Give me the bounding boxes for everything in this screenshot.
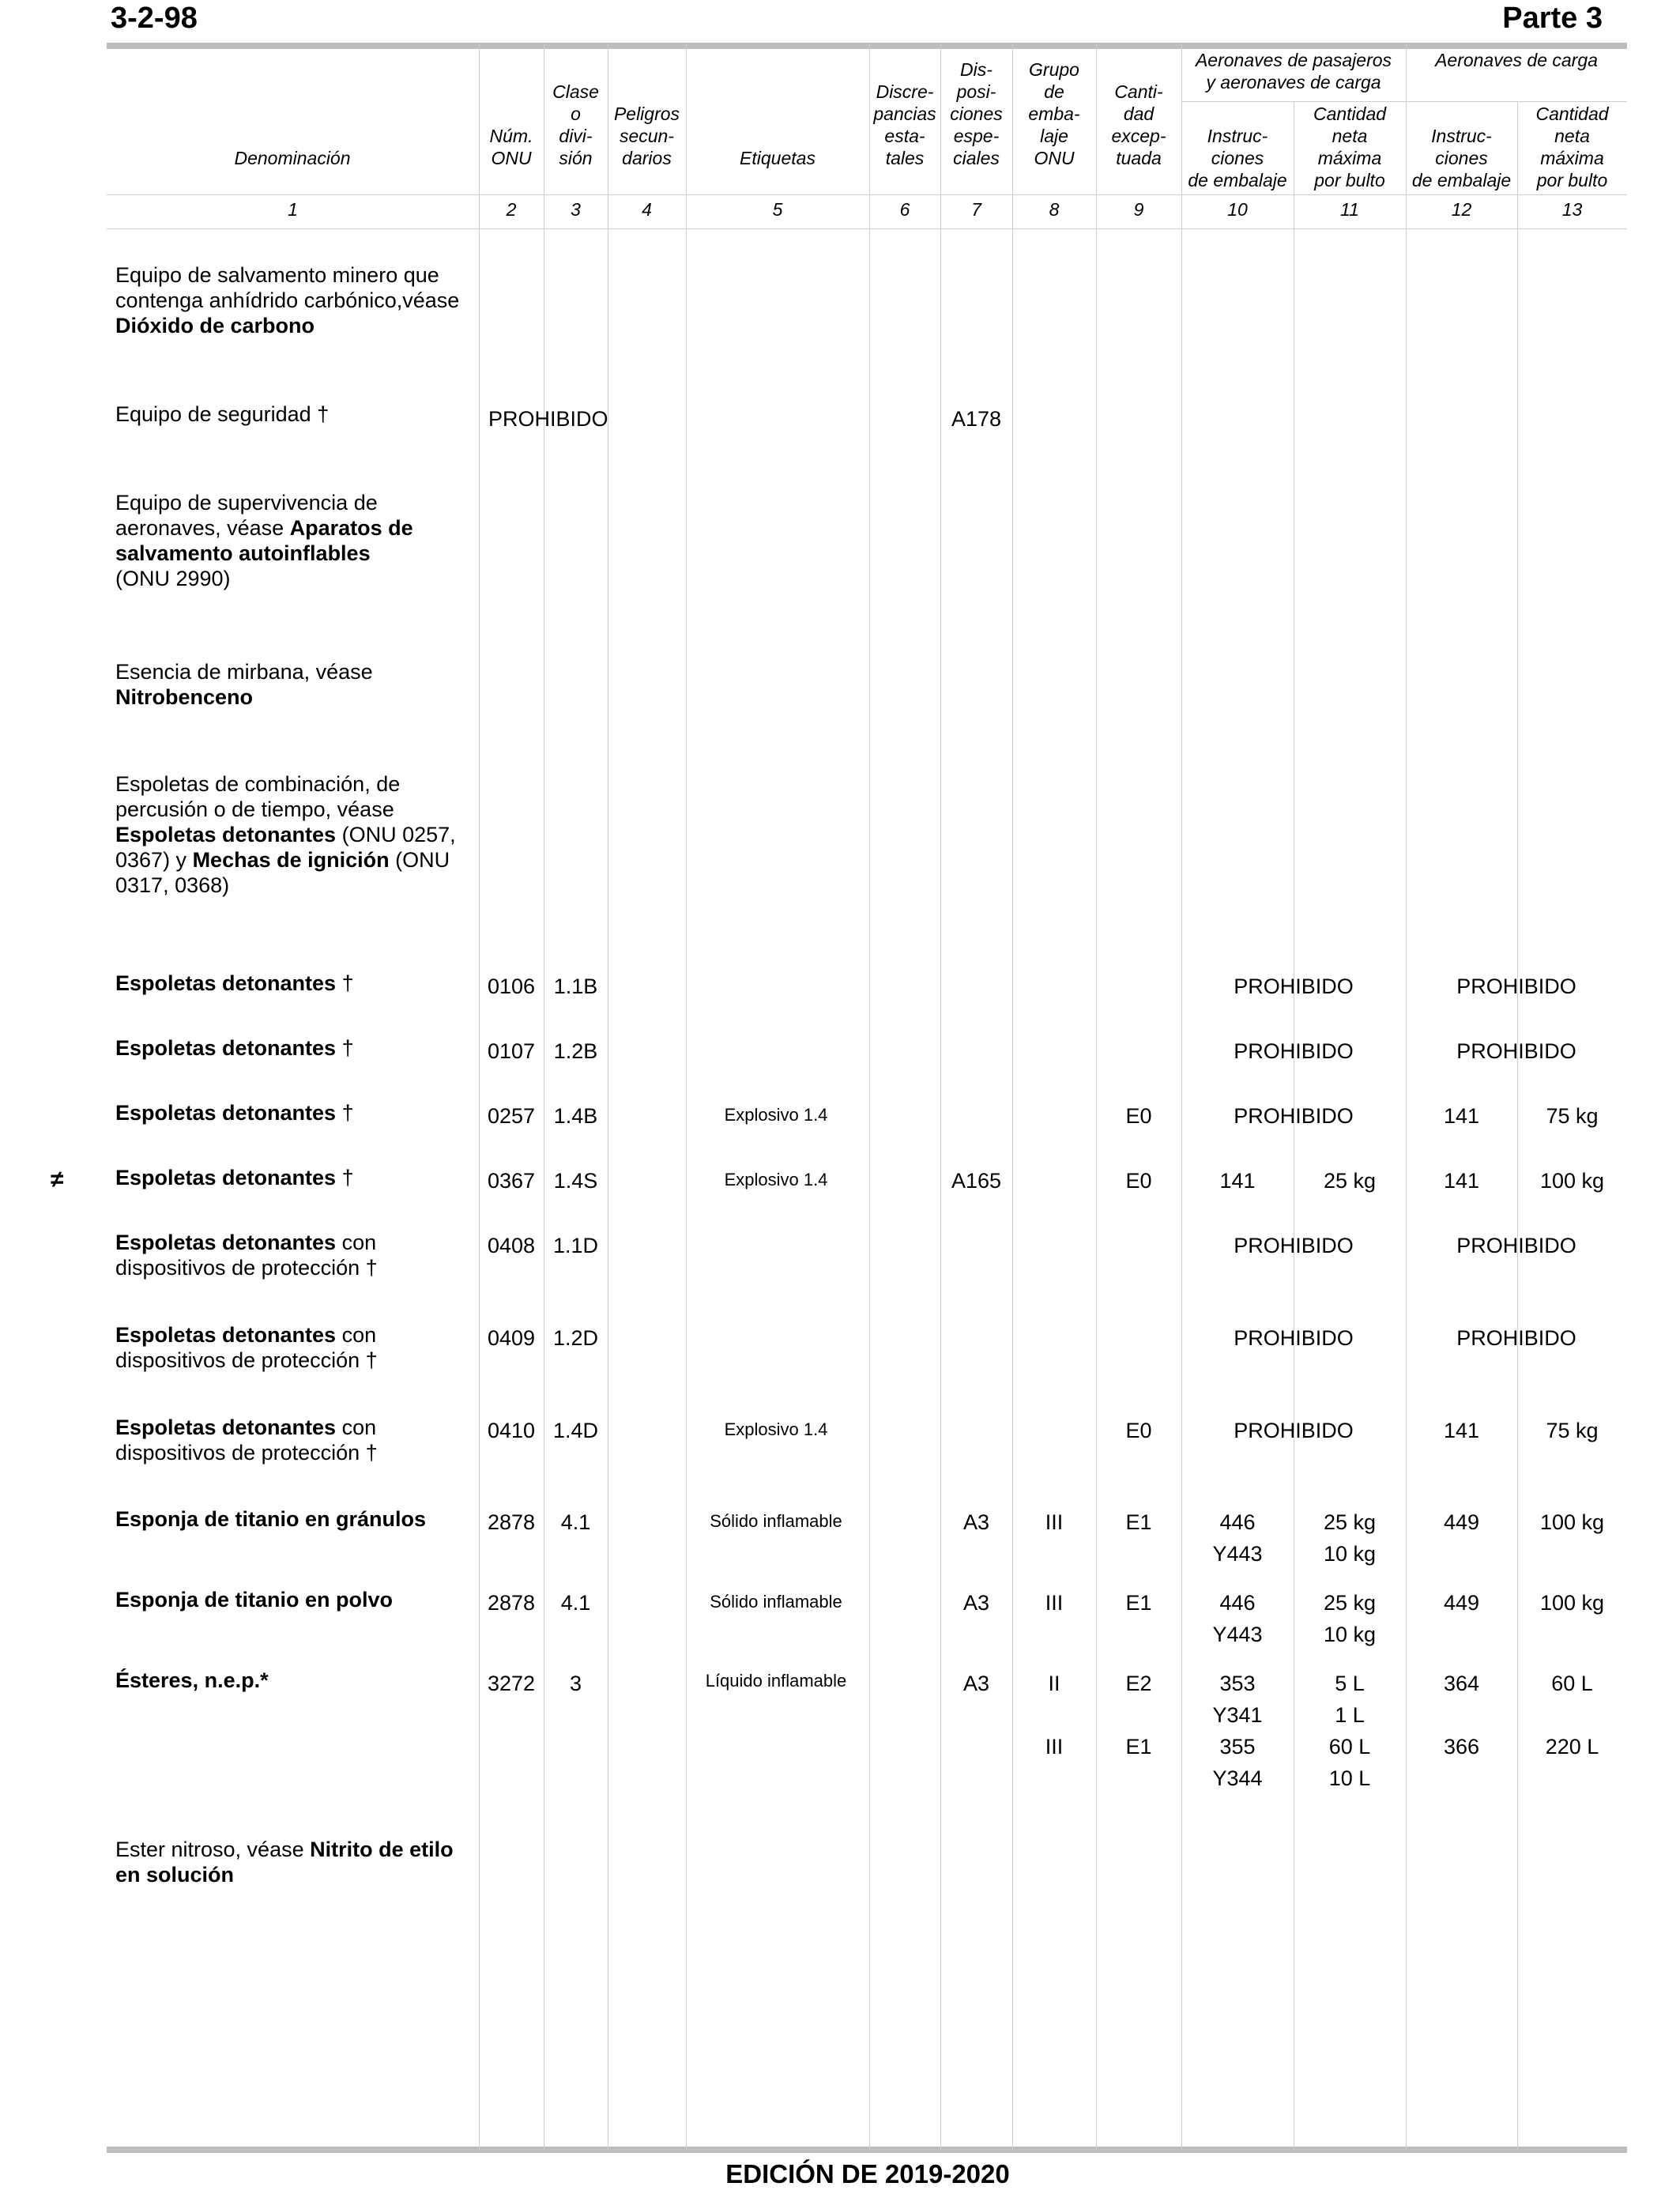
hdr-line: espe- [953, 126, 1000, 146]
pax-quantity-ltd: 10 kg [1323, 1542, 1377, 1566]
excepted-quantity: E1 [1125, 1510, 1152, 1534]
excepted-quantity: E0 [1125, 1169, 1152, 1193]
col-header-excepted [1096, 81, 1181, 169]
entry-line: percusión o de tiempo, véase [115, 797, 394, 821]
col-number: 8 [1049, 199, 1060, 220]
col-header-pax-qty [1294, 103, 1406, 191]
entry-name: Equipo de seguridad † [115, 402, 330, 426]
class-division: 1.2B [553, 1039, 598, 1063]
class-division: 1.4S [553, 1169, 598, 1193]
col-line [1181, 44, 1182, 2150]
class-division: 1.1B [553, 974, 598, 998]
cargo-quantity: 75 kg [1546, 1419, 1599, 1442]
cargo-prohibited: PROHIBIDO [1456, 1234, 1576, 1257]
hdr-line: ciones [950, 104, 1003, 124]
hazard-label: Explosivo 1.4 [724, 1105, 828, 1125]
col-line [940, 44, 941, 2150]
hdr-line: Clase [552, 81, 599, 102]
hazard-label: Explosivo 1.4 [724, 1170, 828, 1189]
entry-ref: Dióxido de carbono [115, 314, 315, 337]
col-number: 12 [1451, 199, 1472, 220]
class-division: 1.4D [552, 1419, 599, 1442]
col-header-variations [869, 81, 940, 169]
packing-group: III [1045, 1510, 1064, 1534]
class-division: 1.4B [553, 1104, 598, 1128]
col-header-packing-group [1012, 58, 1096, 169]
col-number: 11 [1340, 199, 1359, 220]
entry-line: (ONU [389, 848, 450, 872]
hdr-line: Instruc- [1431, 126, 1492, 146]
col-header-un [479, 125, 544, 169]
hazard-label: Sólido inflamable [710, 1511, 842, 1531]
pax-prohibited: PROHIBIDO [1234, 1326, 1354, 1350]
hdr-line: tales [885, 148, 925, 168]
entry-line: (ONU 2990) [115, 567, 231, 590]
pax-quantity-ltd: 10 L [1328, 1766, 1371, 1790]
un-number: 0367 [487, 1169, 536, 1193]
pax-instruction-ltd: Y344 [1212, 1766, 1263, 1790]
number-row-divider [107, 228, 1627, 229]
class-division: 3 [569, 1672, 582, 1695]
pax-quantity: 25 kg [1323, 1169, 1377, 1193]
pax-quantity-main: 25 kg [1323, 1591, 1377, 1615]
entry-line: 0367) y [115, 848, 193, 872]
col-line [869, 44, 870, 2150]
col-number: 2 [506, 199, 517, 220]
edition-footer: EDICIÓN DE 2019-2020 [725, 2159, 1010, 2188]
cargo-instruction: 141 [1443, 1104, 1480, 1128]
col-line [479, 44, 480, 2150]
col-header-subsidiary [608, 103, 686, 169]
pax-quantity [1294, 1734, 1406, 1791]
hdr-line: Aeronaves de pasajeros [1195, 50, 1392, 70]
col-number: 10 [1227, 199, 1248, 220]
entry-ref: Nitrobenceno [115, 685, 254, 709]
col-number: 4 [642, 199, 652, 220]
pax-prohibited: PROHIBIDO [1234, 1419, 1354, 1442]
entry-name [115, 262, 479, 338]
entry-ref: Espoletas detonantes [115, 823, 337, 846]
entry-ref: salvamento autoinflables [115, 541, 371, 565]
special-provision: A3 [962, 1591, 990, 1615]
entry-line: Espoletas de combinación, de [115, 772, 401, 796]
un-number: 2878 [487, 1510, 536, 1534]
prohibited-text: PROHIBIDO [488, 407, 608, 431]
entry-line: Esencia de mirbana, véase [115, 660, 373, 684]
pax-instruction-main: 446 [1219, 1591, 1256, 1615]
pax-instruction [1181, 1510, 1294, 1566]
hdr-line: neta [1332, 126, 1368, 146]
group-divider [1181, 101, 1627, 102]
hdr-line: Grupo [1029, 59, 1079, 80]
entry-line: dispositivos de protección † [115, 1348, 378, 1372]
entry-ref: Aparatos de [289, 516, 413, 540]
pax-prohibited: PROHIBIDO [1234, 1104, 1354, 1128]
pax-quantity-main: 25 kg [1323, 1510, 1377, 1534]
hdr-line: esta- [884, 126, 925, 146]
special-provision: A3 [962, 1672, 990, 1695]
hdr-line: tuada [1116, 148, 1162, 168]
col-number: 9 [1133, 199, 1144, 220]
special-provision: A3 [962, 1510, 990, 1534]
dagger-mark: † [336, 971, 354, 995]
cargo-instruction: 141 [1443, 1419, 1480, 1442]
bottom-rule [107, 2147, 1627, 2153]
cargo-prohibited: PROHIBIDO [1456, 1326, 1576, 1350]
hdr-line: de [1044, 81, 1064, 102]
entry-title: Espoletas detonantes [115, 1166, 337, 1189]
dagger-mark: † [336, 1166, 354, 1189]
hdr-line: ONU [491, 148, 532, 168]
un-number: 0107 [487, 1039, 536, 1063]
hdr-line: máxima [1540, 148, 1604, 168]
cargo-instruction: 364 [1443, 1672, 1480, 1695]
excepted-quantity: E1 [1125, 1591, 1152, 1615]
pax-instruction-main: 353 [1219, 1672, 1256, 1695]
col-header-pax-instr [1181, 125, 1294, 191]
col-header-denominacion: Denominación [234, 148, 351, 168]
hdr-line: Instruc- [1207, 126, 1268, 146]
entry-name [115, 1506, 479, 1532]
hdr-line: posi- [956, 81, 996, 102]
pax-instruction-main: 446 [1219, 1510, 1256, 1534]
hdr-line: Núm. [489, 126, 533, 146]
change-mark: ≠ [51, 1167, 64, 1193]
cargo-quantity: 220 L [1545, 1735, 1599, 1759]
entry-line: con [336, 1323, 377, 1347]
col-header-cargo-instr [1406, 125, 1517, 191]
special-provision: A165 [951, 1169, 1002, 1193]
cargo-instruction: 141 [1443, 1169, 1480, 1193]
pax-prohibited: PROHIBIDO [1234, 1039, 1354, 1063]
entry-line: con [336, 1231, 377, 1254]
pax-quantity-ltd: 10 kg [1323, 1623, 1377, 1646]
col-header-class [544, 81, 608, 169]
special-provision: A178 [951, 407, 1002, 431]
entry-name [115, 771, 479, 898]
un-number: 3272 [487, 1672, 536, 1695]
entry-name [115, 1165, 479, 1190]
entry-title: Espoletas detonantes [115, 1101, 337, 1125]
hdr-line: dad [1123, 104, 1155, 124]
col-number: 7 [971, 199, 981, 220]
pax-prohibited: PROHIBIDO [1234, 1234, 1354, 1257]
un-number: 0106 [487, 974, 536, 998]
hdr-line: ciones [1211, 148, 1264, 168]
entry-name [115, 1587, 479, 1612]
hdr-line: Canti- [1114, 81, 1163, 102]
hdr-line: Peligros [613, 104, 680, 124]
hdr-line: laje [1040, 126, 1068, 146]
pax-quantity [1294, 1590, 1406, 1647]
hazard-label: Explosivo 1.4 [724, 1419, 828, 1439]
entry-title: Esponja de titanio en gránulos [115, 1507, 427, 1531]
page-number: 3-2-98 [111, 2, 198, 35]
un-number: 0257 [487, 1104, 536, 1128]
entry-name [115, 1837, 479, 1887]
entry-line: (ONU 0257, [336, 823, 456, 846]
hdr-line: Discre- [876, 81, 934, 102]
pax-instruction [1181, 1590, 1294, 1647]
col-number: 6 [899, 199, 910, 220]
entry-title: Esponja de titanio en polvo [115, 1588, 394, 1612]
hdr-line: o [571, 104, 581, 124]
pax-prohibited: PROHIBIDO [1234, 974, 1354, 998]
entry-name [115, 1230, 479, 1280]
entry-ref: Mechas de ignición [192, 848, 390, 872]
hdr-line: emba- [1028, 104, 1080, 124]
hdr-line: pancias [873, 104, 936, 124]
col-number: 3 [571, 199, 581, 220]
hdr-line: Cantidad [1535, 104, 1609, 124]
cargo-instruction: 366 [1443, 1735, 1480, 1759]
col-line [1406, 44, 1407, 2150]
packing-group: III [1045, 1591, 1064, 1615]
entry-name [115, 1322, 479, 1373]
col-number: 5 [772, 199, 783, 220]
pax-quantity-ltd: 1 L [1335, 1703, 1365, 1727]
hdr-line: Dis- [960, 59, 993, 80]
un-number: 2878 [487, 1591, 536, 1615]
un-number: 0409 [487, 1326, 536, 1350]
entry-line: contenga anhídrido carbónico,véase [115, 288, 460, 312]
entry-line: dispositivos de protección † [115, 1441, 378, 1465]
dagger-mark: † [336, 1036, 354, 1060]
pax-quantity-main: 5 L [1335, 1672, 1365, 1695]
entry-title: Espoletas detonantes [115, 1416, 337, 1439]
header-divider [107, 194, 1627, 195]
entry-ref: Nitrito de etilo [310, 1838, 454, 1861]
pax-instruction-main: 355 [1219, 1735, 1256, 1759]
packing-group: III [1045, 1735, 1064, 1759]
entry-name [115, 490, 479, 591]
cargo-instruction: 449 [1443, 1510, 1480, 1534]
hazard-label: Líquido inflamable [705, 1671, 847, 1691]
group-header-cargo: Aeronaves de carga [1435, 50, 1598, 70]
hdr-line: por bulto [1314, 170, 1385, 190]
cargo-quantity: 100 kg [1539, 1510, 1605, 1534]
class-division: 1.2D [552, 1326, 599, 1350]
entry-line: aeronaves, véase [115, 516, 290, 540]
hdr-line: sión [559, 148, 593, 168]
col-number: 1 [288, 199, 298, 220]
cargo-prohibited: PROHIBIDO [1456, 974, 1576, 998]
pax-instruction-ltd: Y443 [1212, 1623, 1263, 1646]
top-rule [107, 43, 1627, 49]
col-line [686, 44, 687, 2150]
hdr-line: ONU [1034, 148, 1075, 168]
pax-instruction: 141 [1219, 1169, 1256, 1193]
excepted-quantity: E1 [1125, 1735, 1152, 1759]
entry-line: 0317, 0368) [115, 873, 230, 897]
entry-name [115, 1415, 479, 1465]
entry-line: Equipo de salvamento minero que [115, 263, 439, 287]
hdr-line: neta [1554, 126, 1590, 146]
pax-quantity [1294, 1510, 1406, 1566]
entry-name [115, 1668, 479, 1693]
hdr-line: ciones [1435, 148, 1488, 168]
cargo-quantity: 60 L [1551, 1672, 1593, 1695]
un-number: 0408 [487, 1234, 536, 1257]
packing-group: II [1048, 1672, 1060, 1695]
entry-title: Espoletas detonantes [115, 1323, 337, 1347]
entry-title: Espoletas detonantes [115, 1231, 337, 1254]
entry-title: Ésteres, n.e.p.* [115, 1668, 269, 1692]
hdr-line: excep- [1111, 126, 1166, 146]
hdr-line: darios [622, 148, 672, 168]
excepted-quantity: E0 [1125, 1104, 1152, 1128]
col-header-cargo-qty [1517, 103, 1627, 191]
cargo-quantity: 100 kg [1539, 1591, 1605, 1615]
class-division: 1.1D [552, 1234, 599, 1257]
pax-quantity-main: 60 L [1328, 1735, 1371, 1759]
entry-line: dispositivos de protección † [115, 1256, 378, 1280]
col-line [1096, 44, 1097, 2150]
hdr-line: secun- [619, 126, 675, 146]
cargo-prohibited: PROHIBIDO [1456, 1039, 1576, 1063]
hdr-line: máxima [1317, 148, 1382, 168]
pax-instruction [1181, 1671, 1294, 1728]
entry-title: Espoletas detonantes [115, 1036, 337, 1060]
hdr-line: divi- [559, 126, 593, 146]
cargo-quantity: 75 kg [1546, 1104, 1599, 1128]
cargo-quantity: 100 kg [1539, 1169, 1605, 1193]
excepted-quantity: E0 [1125, 1419, 1152, 1442]
entry-name [115, 1035, 479, 1061]
entry-line: Ester nitroso, véase [115, 1838, 311, 1861]
entry-name [115, 659, 479, 710]
pax-instruction-ltd: Y443 [1212, 1542, 1263, 1566]
entry-line: con [336, 1416, 377, 1439]
group-header-pax [1181, 49, 1406, 93]
pax-instruction [1181, 1734, 1294, 1791]
class-division: 4.1 [560, 1591, 591, 1615]
hazard-label: Sólido inflamable [710, 1592, 842, 1612]
entry-ref: en solución [115, 1863, 235, 1887]
hdr-line: ciales [953, 148, 1000, 168]
hdr-line: por bulto [1536, 170, 1608, 190]
un-number: 0410 [487, 1419, 536, 1442]
part-label: Parte 3 [1502, 2, 1603, 35]
excepted-quantity: E2 [1125, 1672, 1152, 1695]
hdr-line: y aeronaves de carga [1206, 72, 1381, 92]
dagger-mark: † [336, 1101, 354, 1125]
pax-quantity [1294, 1671, 1406, 1728]
hdr-line: de embalaje [1188, 170, 1287, 190]
class-division: 4.1 [560, 1510, 591, 1534]
entry-line: Equipo de supervivencia de [115, 491, 378, 515]
col-header-labels: Etiquetas [740, 148, 816, 168]
cargo-instruction: 449 [1443, 1591, 1480, 1615]
entry-name [115, 971, 479, 996]
col-header-special [940, 58, 1012, 169]
pax-instruction-ltd: Y341 [1212, 1703, 1263, 1727]
hdr-line: de embalaje [1411, 170, 1512, 190]
hdr-line: Cantidad [1313, 104, 1387, 124]
entry-name [115, 1100, 479, 1125]
entry-title: Espoletas detonantes [115, 971, 337, 995]
col-number: 13 [1561, 199, 1583, 220]
col-line [1012, 44, 1013, 2150]
